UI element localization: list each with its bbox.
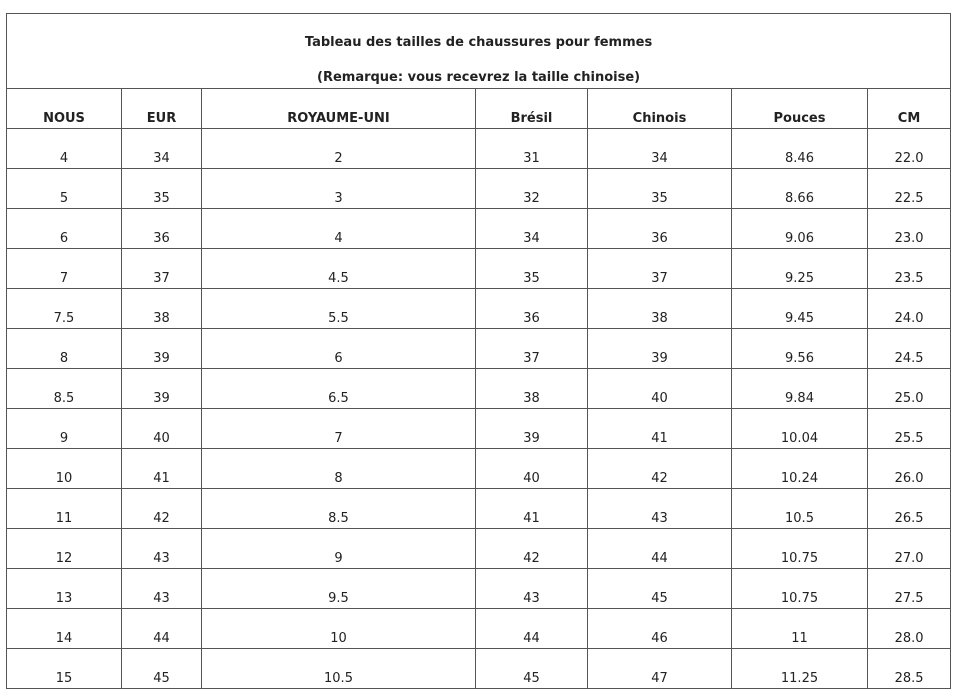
table-cell-eur: 39 <box>122 369 202 409</box>
column-header-row <box>7 89 951 129</box>
table-cell-eur: 34 <box>122 129 202 169</box>
table-row <box>7 529 951 569</box>
table-cell-uk: 2 <box>202 129 476 169</box>
table-cell-cm: 27.5 <box>868 569 951 609</box>
table-cell-brazil: 44 <box>476 609 588 649</box>
table-cell-chinese: 43 <box>588 489 732 529</box>
table-cell-us: 9 <box>7 409 122 449</box>
table-row <box>7 209 951 249</box>
table-cell-brazil: 31 <box>476 129 588 169</box>
table-cell-us: 8.5 <box>7 369 122 409</box>
table-cell-inches: 10.04 <box>732 409 868 449</box>
table-cell-eur: 40 <box>122 409 202 449</box>
table-cell-brazil: 43 <box>476 569 588 609</box>
table-cell-brazil: 42 <box>476 529 588 569</box>
table-cell-us: 7 <box>7 249 122 289</box>
table-cell-brazil: 35 <box>476 249 588 289</box>
table-cell-us: 5 <box>7 169 122 209</box>
table-cell-us: 7.5 <box>7 289 122 329</box>
table-cell-inches: 9.84 <box>732 369 868 409</box>
table-cell-eur: 43 <box>122 529 202 569</box>
table-cell-eur: 43 <box>122 569 202 609</box>
table-cell-inches: 10.24 <box>732 449 868 489</box>
table-cell-brazil: 38 <box>476 369 588 409</box>
table-cell-us: 6 <box>7 209 122 249</box>
table-cell-chinese: 38 <box>588 289 732 329</box>
column-header-eur: EUR <box>122 89 202 129</box>
column-header-cm: CM <box>868 89 951 129</box>
table-row <box>7 609 951 649</box>
table-title-main: Tableau des tailles de chaussures pour femmes <box>304 35 653 50</box>
table-cell-us: 8 <box>7 329 122 369</box>
table-cell-cm: 26.0 <box>868 449 951 489</box>
column-header-inches: Pouces <box>732 89 868 129</box>
table-cell-brazil: 37 <box>476 329 588 369</box>
table-row <box>7 289 951 329</box>
table-cell-eur: 39 <box>122 329 202 369</box>
table-cell-us: 13 <box>7 569 122 609</box>
table-row <box>7 409 951 449</box>
table-cell-us: 12 <box>7 529 122 569</box>
table-cell-chinese: 42 <box>588 449 732 489</box>
table-cell-uk: 9.5 <box>202 569 476 609</box>
table-cell-cm: 25.5 <box>868 409 951 449</box>
table-cell-eur: 42 <box>122 489 202 529</box>
table-cell-chinese: 37 <box>588 249 732 289</box>
table-cell-uk: 6.5 <box>202 369 476 409</box>
table-row <box>7 649 951 689</box>
table-cell-eur: 45 <box>122 649 202 689</box>
table-cell-inches: 8.46 <box>732 129 868 169</box>
table-cell-eur: 44 <box>122 609 202 649</box>
column-header-us: NOUS <box>7 89 122 129</box>
table-cell-chinese: 46 <box>588 609 732 649</box>
table-cell-inches: 9.06 <box>732 209 868 249</box>
table-title-note: (Remarque: vous recevrez la taille chinoise) <box>317 70 641 85</box>
table-cell-eur: 35 <box>122 169 202 209</box>
table-cell-us: 14 <box>7 609 122 649</box>
table-cell-inches: 9.25 <box>732 249 868 289</box>
table-cell-chinese: 34 <box>588 129 732 169</box>
table-cell-us: 15 <box>7 649 122 689</box>
title-row <box>7 14 951 89</box>
table-cell-cm: 28.5 <box>868 649 951 689</box>
table-cell-uk: 6 <box>202 329 476 369</box>
table-cell-eur: 41 <box>122 449 202 489</box>
table-cell-cm: 23.5 <box>868 249 951 289</box>
table-cell-chinese: 39 <box>588 329 732 369</box>
table-title <box>7 14 951 89</box>
size-table-body <box>7 129 951 689</box>
table-cell-brazil: 36 <box>476 289 588 329</box>
column-header-chinese: Chinois <box>588 89 732 129</box>
table-cell-cm: 22.0 <box>868 129 951 169</box>
table-cell-eur: 36 <box>122 209 202 249</box>
table-cell-uk: 10.5 <box>202 649 476 689</box>
column-header-uk: ROYAUME-UNI <box>202 89 476 129</box>
table-cell-brazil: 40 <box>476 449 588 489</box>
table-cell-brazil: 45 <box>476 649 588 689</box>
table-cell-eur: 37 <box>122 249 202 289</box>
table-cell-brazil: 34 <box>476 209 588 249</box>
table-cell-inches: 10.5 <box>732 489 868 529</box>
column-header-brazil: Brésil <box>476 89 588 129</box>
table-cell-brazil: 32 <box>476 169 588 209</box>
table-cell-chinese: 36 <box>588 209 732 249</box>
table-cell-chinese: 40 <box>588 369 732 409</box>
table-cell-chinese: 45 <box>588 569 732 609</box>
table-cell-uk: 10 <box>202 609 476 649</box>
table-cell-us: 10 <box>7 449 122 489</box>
table-row <box>7 169 951 209</box>
table-cell-cm: 22.5 <box>868 169 951 209</box>
table-cell-inches: 9.45 <box>732 289 868 329</box>
table-cell-chinese: 47 <box>588 649 732 689</box>
table-cell-uk: 5.5 <box>202 289 476 329</box>
table-cell-chinese: 41 <box>588 409 732 449</box>
table-cell-uk: 4 <box>202 209 476 249</box>
table-cell-uk: 3 <box>202 169 476 209</box>
table-cell-cm: 23.0 <box>868 209 951 249</box>
table-cell-inches: 9.56 <box>732 329 868 369</box>
table-cell-uk: 9 <box>202 529 476 569</box>
table-cell-inches: 10.75 <box>732 529 868 569</box>
table-cell-chinese: 44 <box>588 529 732 569</box>
table-cell-us: 11 <box>7 489 122 529</box>
table-cell-cm: 27.0 <box>868 529 951 569</box>
table-cell-eur: 38 <box>122 289 202 329</box>
table-cell-cm: 28.0 <box>868 609 951 649</box>
table-row <box>7 369 951 409</box>
table-row <box>7 329 951 369</box>
table-cell-brazil: 39 <box>476 409 588 449</box>
table-row <box>7 449 951 489</box>
size-chart-table <box>6 13 951 689</box>
table-cell-uk: 4.5 <box>202 249 476 289</box>
table-cell-inches: 8.66 <box>732 169 868 209</box>
table-cell-uk: 8.5 <box>202 489 476 529</box>
table-cell-chinese: 35 <box>588 169 732 209</box>
table-cell-inches: 10.75 <box>732 569 868 609</box>
table-row <box>7 569 951 609</box>
table-cell-cm: 25.0 <box>868 369 951 409</box>
table-row <box>7 129 951 169</box>
table-row <box>7 489 951 529</box>
table-cell-cm: 24.0 <box>868 289 951 329</box>
table-cell-cm: 24.5 <box>868 329 951 369</box>
table-cell-brazil: 41 <box>476 489 588 529</box>
table-row <box>7 249 951 289</box>
table-cell-cm: 26.5 <box>868 489 951 529</box>
table-cell-uk: 8 <box>202 449 476 489</box>
table-cell-uk: 7 <box>202 409 476 449</box>
table-cell-inches: 11 <box>732 609 868 649</box>
table-cell-inches: 11.25 <box>732 649 868 689</box>
table-cell-us: 4 <box>7 129 122 169</box>
